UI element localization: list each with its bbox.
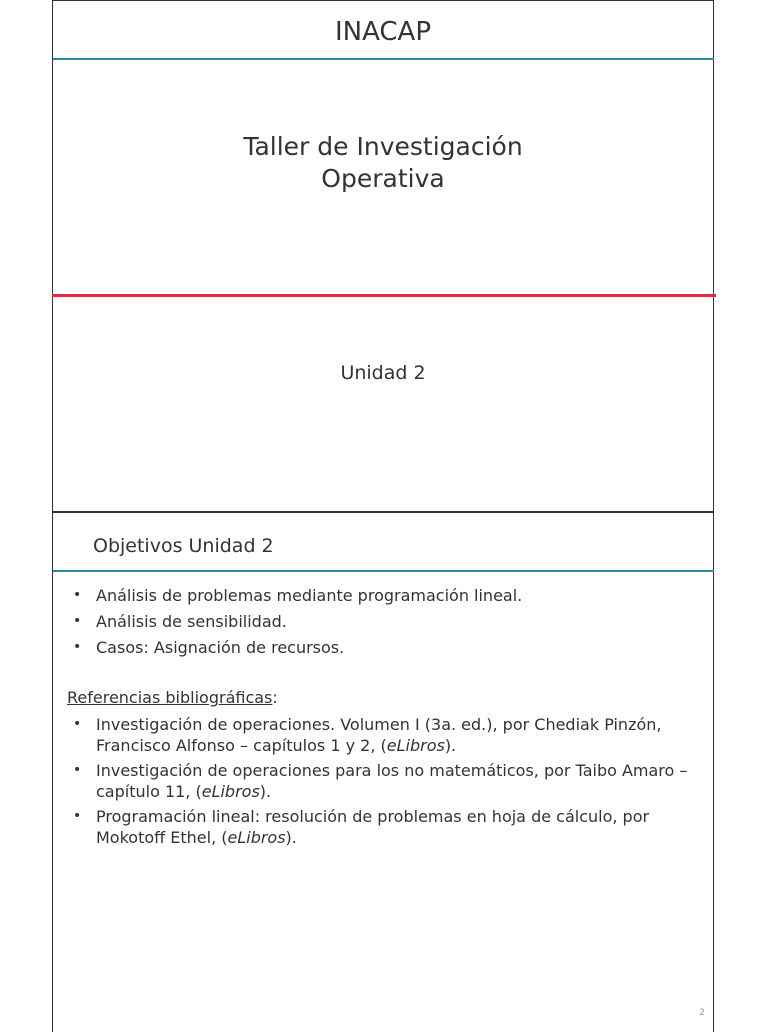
list-item: • Análisis de problemas mediante programación lineal. — [73, 586, 523, 605]
main-title-line2: Operativa — [321, 164, 445, 193]
accent-line — [81, 570, 714, 572]
list-item: • Casos: Asignación de recursos. — [73, 638, 345, 657]
slide-objectives — [52, 512, 714, 1032]
accent-line-short — [53, 570, 81, 572]
bullet-icon: • — [73, 613, 82, 629]
accent-line-short — [53, 58, 81, 60]
bullet-icon: • — [73, 587, 82, 603]
main-title — [53, 131, 713, 195]
list-item: • Investigación de operaciones. Volumen I (3a. ed.), por Chediak Pinzón, Francisco Alfonso – capítulos 1 y 2, (eLibros). — [73, 715, 662, 755]
bullet-icon: • — [73, 639, 82, 655]
unit-subtitle: Unidad 2 — [340, 362, 426, 384]
list-item: • Programación lineal: resolución de problemas en hoja de cálculo, por Mokotoff Ethel, (eLibros). — [73, 807, 650, 847]
red-divider — [52, 294, 716, 297]
bullet-icon: • — [73, 716, 82, 732]
slide-title — [52, 0, 714, 512]
main-title-line1: Taller de Investigación — [243, 132, 523, 161]
list-item: • Análisis de sensibilidad. — [73, 612, 287, 631]
header-title: INACAP — [334, 17, 432, 47]
references-heading: Referencias bibliográficas: — [67, 688, 278, 707]
bullet-icon: • — [73, 762, 82, 778]
slide-header — [53, 1, 713, 61]
page-number: 2 — [699, 1008, 705, 1018]
accent-line — [81, 58, 714, 60]
objectives-list — [67, 585, 701, 663]
bullet-icon: • — [73, 808, 82, 824]
list-item: • Investigación de operaciones para los no matemáticos, por Taibo Amaro – capítulo 11, (eLibros). — [73, 761, 688, 801]
slide-title-objectives: Objetivos Unidad 2 — [93, 535, 274, 557]
references-list — [67, 714, 701, 852]
